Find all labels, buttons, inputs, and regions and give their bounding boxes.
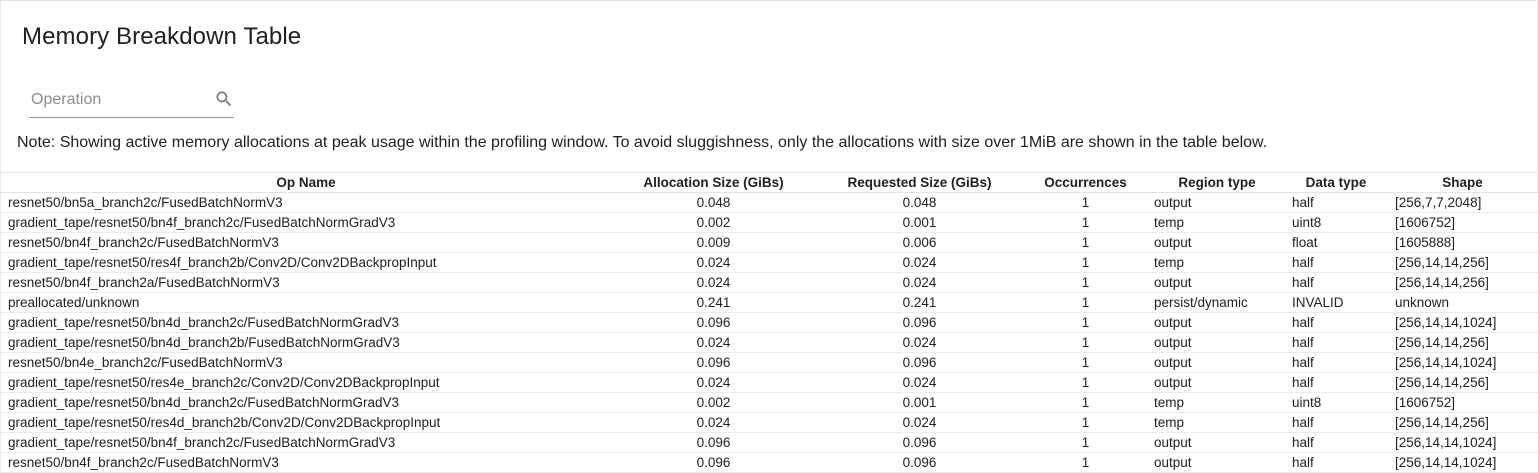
table-row [1,273,1538,293]
shape-cell: [256,7,7,2048] [1386,193,1538,213]
region-type-cell: output [1148,313,1286,333]
requested-size-cell: 0.096 [816,433,1023,453]
table-header-row [1,173,1538,193]
allocation-size-cell: 0.096 [611,353,816,373]
occurrences-cell: 1 [1023,193,1148,213]
data-type-cell: half [1286,433,1386,453]
shape-cell: [256,14,14,256] [1386,413,1538,433]
occurrences-cell: 1 [1023,313,1148,333]
shape-cell: [256,14,14,256] [1386,333,1538,353]
data-type-cell: half [1286,313,1386,333]
region-type-cell: temp [1148,213,1286,233]
occurrences-cell: 1 [1023,453,1148,473]
table-row [1,293,1538,313]
region-type-cell: temp [1148,393,1286,413]
region-type-cell: output [1148,453,1286,473]
shape-cell: [1606752] [1386,213,1538,233]
shape-cell: [1605888] [1386,233,1538,253]
table-row [1,373,1538,393]
table-row [1,393,1538,413]
table-row [1,313,1538,333]
op-name-cell: gradient_tape/resnet50/res4d_branch2b/Conv2D/Conv2DBackpropInput [1,413,611,433]
occurrences-cell: 1 [1023,333,1148,353]
operation-filter-field[interactable] [29,87,234,118]
shape-cell: [256,14,14,1024] [1386,353,1538,373]
allocation-size-cell: 0.048 [611,193,816,213]
allocation-size-cell: 0.024 [611,273,816,293]
requested-size-cell: 0.241 [816,293,1023,313]
occurrences-cell: 1 [1023,293,1148,313]
allocation-size-cell: 0.024 [611,373,816,393]
op-name-cell: resnet50/bn4f_branch2c/FusedBatchNormV3 [1,453,611,473]
allocation-size-cell: 0.096 [611,433,816,453]
memory-breakdown-table [1,172,1538,473]
region-type-cell: output [1148,373,1286,393]
shape-cell: [256,14,14,256] [1386,253,1538,273]
allocation-size-cell: 0.241 [611,293,816,313]
shape-cell: [256,14,14,1024] [1386,433,1538,453]
requested-size-cell: 0.006 [816,233,1023,253]
table-row [1,253,1538,273]
op-name-cell: resnet50/bn4f_branch2c/FusedBatchNormV3 [1,233,611,253]
allocation-size-cell: 0.024 [611,253,816,273]
op-name-cell: gradient_tape/resnet50/bn4f_branch2c/FusedBatchNormGradV3 [1,213,611,233]
requested-size-cell: 0.024 [816,333,1023,353]
data-type-cell: half [1286,333,1386,353]
region-type-cell: temp [1148,253,1286,273]
requested-size-cell: 0.096 [816,353,1023,373]
op-name-cell: gradient_tape/resnet50/bn4d_branch2b/FusedBatchNormGradV3 [1,333,611,353]
region-type-cell: output [1148,353,1286,373]
shape-cell: unknown [1386,293,1538,313]
requested-size-cell: 0.048 [816,193,1023,213]
requested-size-cell: 0.024 [816,373,1023,393]
data-type-cell: half [1286,353,1386,373]
shape-cell: [256,14,14,1024] [1386,313,1538,333]
page-title: Memory Breakdown Table [22,23,302,50]
region-type-cell: output [1148,433,1286,453]
requested-size-cell: 0.024 [816,253,1023,273]
data-type-cell: half [1286,413,1386,433]
region-type-cell: temp [1148,413,1286,433]
region-type-cell: output [1148,333,1286,353]
data-type-cell: half [1286,253,1386,273]
allocation-size-cell: 0.002 [611,393,816,413]
op-name-cell: preallocated/unknown [1,293,611,313]
region-type-cell: output [1148,193,1286,213]
table-row [1,233,1538,253]
data-type-cell: half [1286,453,1386,473]
shape-cell: [256,14,14,1024] [1386,453,1538,473]
data-type-cell: uint8 [1286,213,1386,233]
op-name-cell: resnet50/bn5a_branch2c/FusedBatchNormV3 [1,193,611,213]
requested-size-cell: 0.001 [816,213,1023,233]
data-type-cell: half [1286,373,1386,393]
col-header-allocation-size[interactable]: Allocation Size (GiBs) [611,173,816,193]
occurrences-cell: 1 [1023,213,1148,233]
occurrences-cell: 1 [1023,253,1148,273]
col-header-requested-size[interactable]: Requested Size (GiBs) [816,173,1023,193]
data-type-cell: half [1286,273,1386,293]
allocation-size-cell: 0.009 [611,233,816,253]
table-row [1,213,1538,233]
region-type-cell: persist/dynamic [1148,293,1286,313]
table-note: Note: Showing active memory allocations at peak usage within the profiling window. To avoid sluggishness, only the allocations with size over 1MiB are shown in the table below. [17,134,1268,151]
shape-cell: [256,14,14,256] [1386,273,1538,293]
operation-filter-input[interactable] [29,87,214,109]
occurrences-cell: 1 [1023,273,1148,293]
table-header [1,173,1538,193]
op-name-cell: gradient_tape/resnet50/res4e_branch2c/Conv2D/Conv2DBackpropInput [1,373,611,393]
requested-size-cell: 0.024 [816,413,1023,433]
col-header-occurrences[interactable]: Occurrences [1023,173,1148,193]
table-row [1,413,1538,433]
allocation-size-cell: 0.096 [611,453,816,473]
op-name-cell: gradient_tape/resnet50/bn4d_branch2c/FusedBatchNormGradV3 [1,313,611,333]
requested-size-cell: 0.096 [816,453,1023,473]
requested-size-cell: 0.024 [816,273,1023,293]
occurrences-cell: 1 [1023,233,1148,253]
col-header-data-type[interactable]: Data type [1286,173,1386,193]
occurrences-cell: 1 [1023,393,1148,413]
allocation-size-cell: 0.024 [611,333,816,353]
col-header-region-type[interactable]: Region type [1148,173,1286,193]
op-name-cell: resnet50/bn4f_branch2a/FusedBatchNormV3 [1,273,611,293]
data-type-cell: half [1286,193,1386,213]
table-body [1,193,1538,473]
data-type-cell: uint8 [1286,393,1386,413]
occurrences-cell: 1 [1023,373,1148,393]
allocation-size-cell: 0.002 [611,213,816,233]
requested-size-cell: 0.096 [816,313,1023,333]
data-type-cell: float [1286,233,1386,253]
occurrences-cell: 1 [1023,353,1148,373]
region-type-cell: output [1148,273,1286,293]
allocation-size-cell: 0.096 [611,313,816,333]
col-header-shape[interactable]: Shape [1386,173,1538,193]
allocation-size-cell: 0.024 [611,413,816,433]
occurrences-cell: 1 [1023,413,1148,433]
table-row [1,433,1538,453]
table-row [1,193,1538,213]
search-icon [214,89,234,109]
shape-cell: [1606752] [1386,393,1538,413]
table-row [1,453,1538,473]
op-name-cell: gradient_tape/resnet50/res4f_branch2b/Conv2D/Conv2DBackpropInput [1,253,611,273]
requested-size-cell: 0.001 [816,393,1023,413]
occurrences-cell: 1 [1023,433,1148,453]
table-row [1,353,1538,373]
data-type-cell: INVALID [1286,293,1386,313]
table-row [1,333,1538,353]
col-header-op-name[interactable]: Op Name [1,173,611,193]
op-name-cell: gradient_tape/resnet50/bn4d_branch2c/FusedBatchNormGradV3 [1,393,611,413]
op-name-cell: resnet50/bn4e_branch2c/FusedBatchNormV3 [1,353,611,373]
region-type-cell: output [1148,233,1286,253]
shape-cell: [256,14,14,256] [1386,373,1538,393]
op-name-cell: gradient_tape/resnet50/bn4f_branch2c/FusedBatchNormGradV3 [1,433,611,453]
